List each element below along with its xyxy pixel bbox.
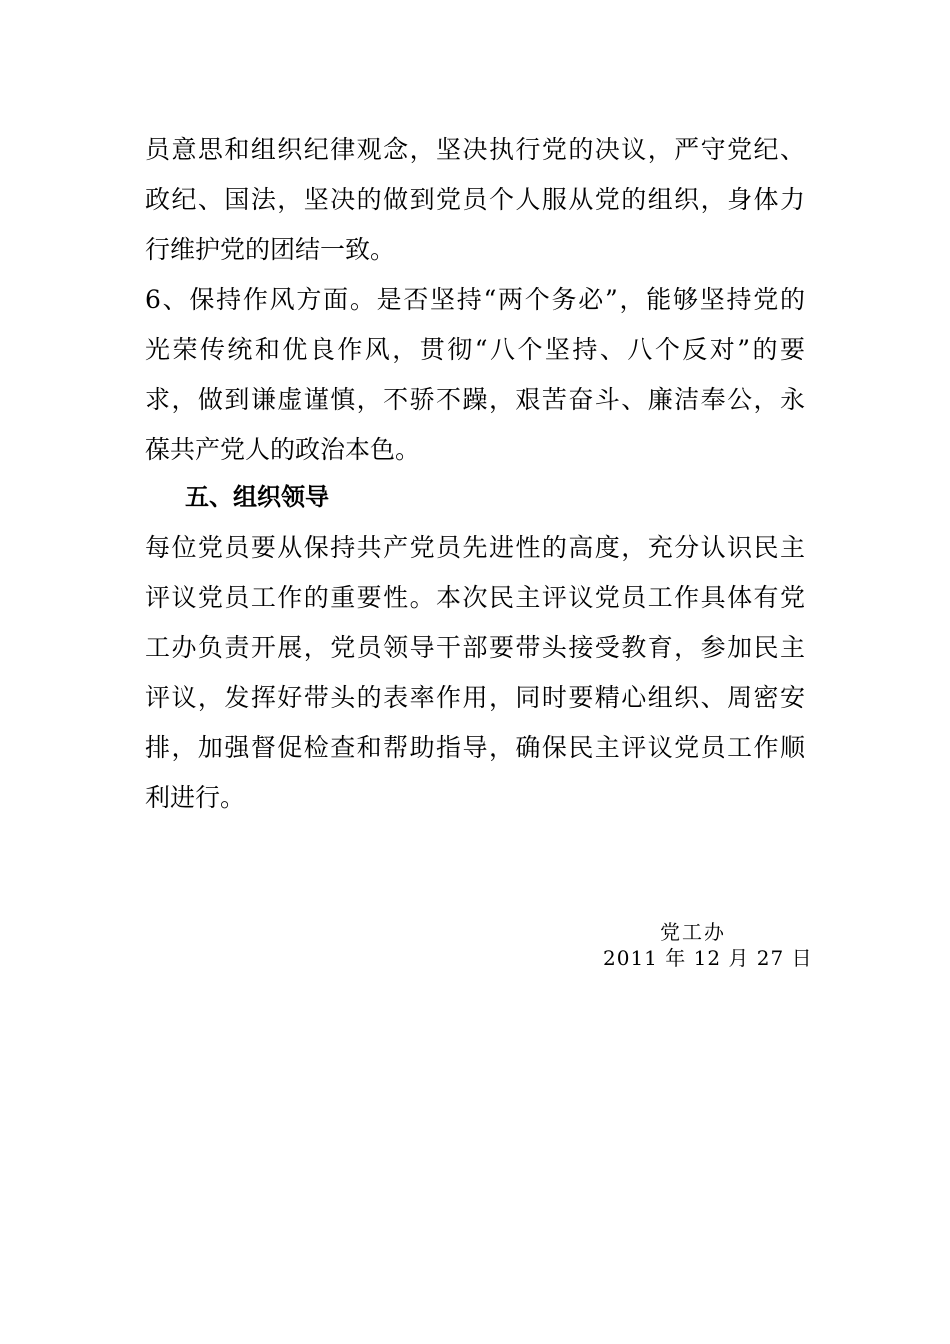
body-line: 葆共产党人的政治本色。 xyxy=(145,435,421,464)
signature-date: 2011 年 12 月 27 日 xyxy=(603,946,813,970)
body-line: 员意思和组织纪律观念，坚决执行党的决议，严守党纪、 xyxy=(145,135,805,164)
section-line: 每位党员要从保持共产党员先进性的高度，充分认识民主 xyxy=(145,533,805,562)
section-line: 评议党员工作的重要性。本次民主评议党员工作具体有党 xyxy=(145,583,805,612)
section-line: 工办负责开展，党员领导干部要带头接受教育，参加民主 xyxy=(145,633,805,662)
body-line: 6、保持作风方面。是否坚持“两个务必”，能够坚持党的 xyxy=(145,285,805,314)
body-line: 光荣传统和优良作风，贯彻“八个坚持、八个反对”的要 xyxy=(145,335,805,364)
section-line: 排，加强督促检查和帮助指导，确保民主评议党员工作顺 xyxy=(145,733,805,762)
section-heading: 五、组织领导 xyxy=(185,483,329,511)
body-line: 政纪、国法，坚决的做到党员个人服从党的组织，身体力 xyxy=(145,185,805,214)
body-line: 行维护党的团结一致。 xyxy=(145,235,396,264)
section-line: 评议，发挥好带头的表率作用，同时要精心组织、周密安 xyxy=(145,683,805,712)
signature-org: 党工办 xyxy=(660,920,726,944)
section-line: 利进行。 xyxy=(145,783,246,812)
body-line: 求，做到谦虚谨慎，不骄不躁，艰苦奋斗、廉洁奉公，永 xyxy=(145,385,805,414)
